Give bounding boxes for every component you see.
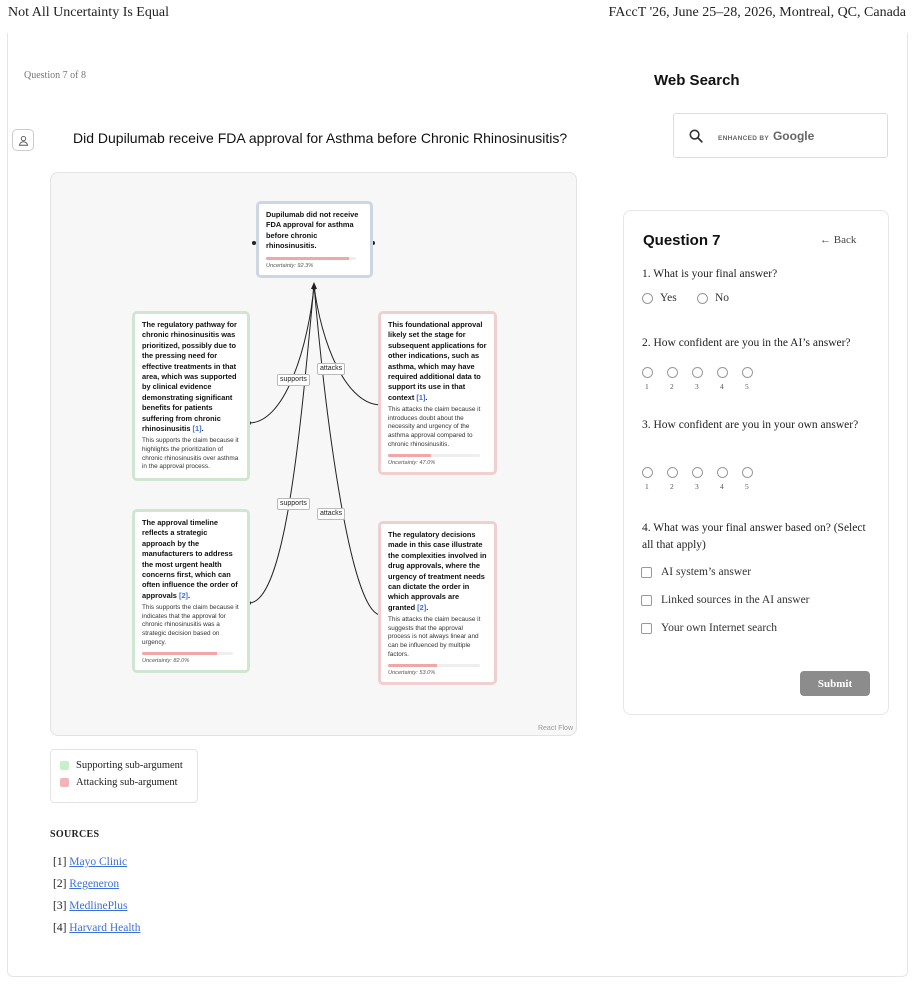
q4-label: 4. What was your final answer based on? (Select all that apply) bbox=[642, 522, 866, 551]
citation-link[interactable]: [1] bbox=[192, 424, 202, 434]
user-icon bbox=[18, 135, 29, 146]
edge-label-supports-2: supports bbox=[277, 498, 310, 510]
own-confidence-scale[interactable]: 1 2 3 4 5 bbox=[642, 463, 767, 491]
basis-linked-sources-checkbox[interactable]: Linked sources in the AI answer bbox=[641, 594, 810, 606]
uncertainty-bar bbox=[388, 454, 480, 457]
legend-support-label: Supporting sub-argument bbox=[76, 760, 183, 771]
attack-node-1[interactable] bbox=[378, 311, 497, 475]
uncertainty-bar bbox=[266, 257, 356, 260]
checkbox[interactable] bbox=[641, 595, 652, 606]
checkbox[interactable] bbox=[641, 567, 652, 578]
uncertainty-label: Uncertainty: 82.0% bbox=[142, 658, 190, 665]
user-avatar bbox=[12, 129, 34, 151]
citation-link[interactable]: [1] bbox=[416, 392, 426, 402]
edge-label-attacks-2: attacks bbox=[317, 508, 345, 520]
citation-link[interactable]: [2] bbox=[417, 602, 427, 612]
question-text: Did Dupilumab receive FDA approval for Asthma before Chronic Rhinosinusitis? bbox=[73, 130, 568, 146]
radio-no[interactable] bbox=[697, 293, 708, 304]
graph-legend bbox=[50, 749, 198, 803]
running-header-right: FAccT '26, June 25–28, 2026, Montreal, QC, Canada bbox=[608, 5, 906, 20]
uncertainty-label: Uncertainty: 92.3% bbox=[266, 262, 314, 269]
root-handle-bottom[interactable] bbox=[312, 286, 316, 290]
source-item: [3] MedlinePlus bbox=[53, 900, 128, 912]
own-confidence-radio-5[interactable] bbox=[742, 467, 753, 478]
radio-yes[interactable] bbox=[642, 293, 653, 304]
node-explanation: This attacks the claim because it suggests that the approval process is not always linear and can be influenced by multiple factors. bbox=[388, 616, 481, 658]
node-explanation: This supports the claim because it highlights the prioritization of chronic rhinosinusitis over asthma in the approval process. bbox=[142, 437, 239, 471]
source-item: [2] Regeneron bbox=[53, 878, 120, 890]
uncertainty-bar bbox=[388, 664, 480, 667]
root-claim-text: Dupilumab did not receive FDA approval for asthma before chronic rhinosinusitis. bbox=[266, 210, 359, 251]
own-confidence-radio-3[interactable] bbox=[692, 467, 703, 478]
checkbox[interactable] bbox=[641, 623, 652, 634]
web-search-title: Web Search bbox=[654, 72, 740, 89]
edge-support-2 bbox=[249, 285, 314, 603]
citation-link[interactable]: [2] bbox=[178, 590, 189, 600]
q2-label: 2. How confident are you in the AI’s answer? bbox=[642, 337, 851, 349]
ai-confidence-radio-2[interactable] bbox=[667, 367, 678, 378]
question-counter: Question 7 of 8 bbox=[24, 70, 86, 81]
own-confidence-radio-1[interactable] bbox=[642, 467, 653, 478]
basis-own-search-checkbox[interactable]: Your own Internet search bbox=[641, 622, 777, 634]
node-claim-text: The regulatory pathway for chronic rhinosinusitis was prioritized, possibly due to the pressing need for effective treatments in that area, which was supported by clinical evidence demonstrating significant benefits for patients suffering from chronic rhinosinusitis [1]. bbox=[142, 320, 237, 434]
q3-label: 3. How confident are you in your own answer? bbox=[642, 419, 859, 431]
answer-no-option[interactable]: No bbox=[697, 292, 729, 304]
ai-confidence-radio-1[interactable] bbox=[642, 367, 653, 378]
basis-ai-answer-checkbox[interactable]: AI system’s answer bbox=[641, 566, 751, 578]
answer-yes-option[interactable]: Yes bbox=[642, 292, 677, 304]
support-swatch bbox=[60, 761, 69, 770]
attack-swatch bbox=[60, 778, 69, 787]
panel-title: Question 7 bbox=[643, 232, 721, 249]
search-placeholder: ENHANCED BY Google bbox=[718, 128, 815, 143]
source-item: [4] Harvard Health bbox=[53, 922, 141, 934]
uncertainty-label: Uncertainty: 53.0% bbox=[388, 670, 436, 677]
ai-confidence-scale[interactable]: 1 2 3 4 5 bbox=[642, 363, 767, 391]
q1-label: 1. What is your final answer? bbox=[642, 268, 778, 280]
source-link[interactable]: Harvard Health bbox=[69, 922, 141, 934]
node-claim-text: This foundational approval likely set the stage for subsequent applications for other indications, such as asthma, which may have required additional data to support its use in that context [1]. bbox=[388, 320, 487, 402]
uncertainty-bar bbox=[142, 652, 233, 655]
google-brand: Google bbox=[772, 128, 815, 143]
legend-attack-label: Attacking sub-argument bbox=[76, 777, 178, 788]
react-flow-attribution[interactable]: React Flow bbox=[537, 725, 573, 732]
back-button[interactable]: ← Back bbox=[820, 234, 857, 246]
argument-graph[interactable] bbox=[50, 172, 577, 736]
source-link[interactable]: Mayo Clinic bbox=[69, 856, 128, 868]
own-confidence-radio-4[interactable] bbox=[717, 467, 728, 478]
node-claim-text: The approval timeline reflects a strategic approach by the manufacturers to address the most urgent health concerns first, which can often influence the order of approvals [2]. bbox=[142, 518, 238, 600]
search-icon bbox=[689, 129, 703, 143]
source-link[interactable]: Regeneron bbox=[69, 878, 120, 890]
source-item: [1] Mayo Clinic bbox=[53, 856, 128, 868]
support-node-2[interactable] bbox=[132, 509, 250, 673]
source-link[interactable]: MedlinePlus bbox=[69, 900, 128, 912]
edge-support-1 bbox=[249, 285, 314, 423]
ai-confidence-radio-4[interactable] bbox=[717, 367, 728, 378]
node-claim-text: The regulatory decisions made in this case illustrate the complexities involved in drug approvals, where the urgency of treatment needs can dictate the order in which approvals are granted [2]. bbox=[388, 530, 487, 612]
own-confidence-radio-2[interactable] bbox=[667, 467, 678, 478]
support-node-1[interactable] bbox=[132, 311, 250, 481]
ai-confidence-radio-3[interactable] bbox=[692, 367, 703, 378]
running-header-left: Not All Uncertainty Is Equal bbox=[8, 5, 169, 20]
sources-title: SOURCES bbox=[50, 829, 100, 840]
root-claim-node[interactable] bbox=[256, 201, 373, 278]
attack-node-2[interactable] bbox=[378, 521, 497, 685]
edge-label-attacks-1: attacks bbox=[317, 363, 345, 375]
node-explanation: This supports the claim because it indicates that the approval for chronic rhinosinusitis was a strategic decision based on urgency. bbox=[142, 604, 239, 646]
uncertainty-label: Uncertainty: 47.0% bbox=[388, 460, 436, 467]
ai-confidence-radio-5[interactable] bbox=[742, 367, 753, 378]
node-explanation: This attacks the claim because it introduces doubt about the necessity and urgency of the asthma approval compared to chronic rhinosinusitis. bbox=[388, 406, 481, 448]
web-search-input[interactable] bbox=[673, 113, 888, 158]
edge-label-supports-1: supports bbox=[277, 374, 310, 386]
sources-list bbox=[53, 856, 141, 944]
submit-button[interactable]: Submit bbox=[800, 671, 870, 696]
